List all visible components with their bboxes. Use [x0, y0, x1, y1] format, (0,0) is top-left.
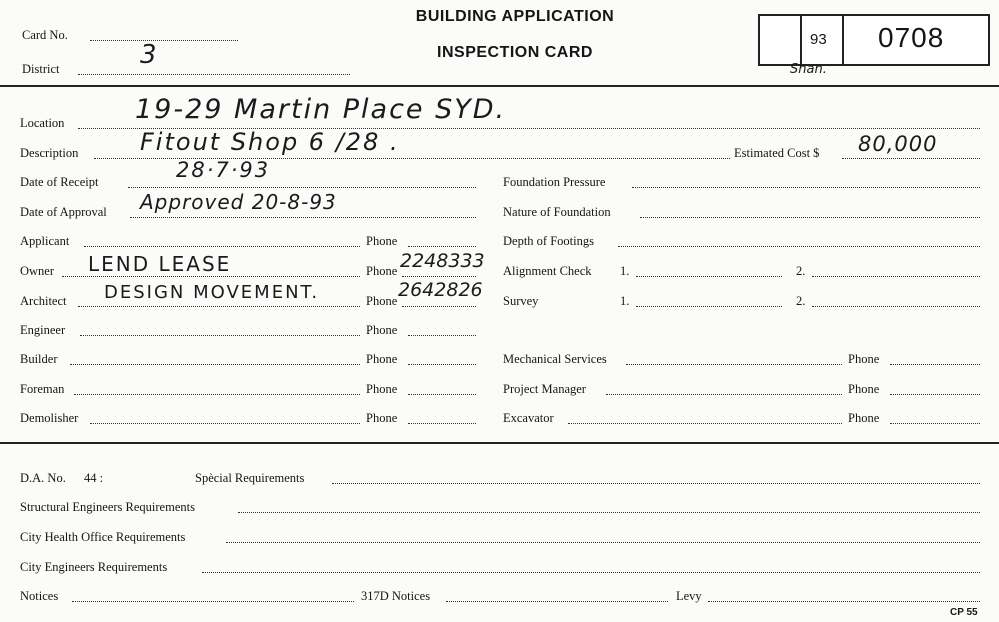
survey-label: Survey	[503, 294, 539, 308]
notices-line	[72, 601, 354, 602]
box-code: 93	[810, 31, 827, 48]
architect-line	[78, 306, 360, 307]
estimated-cost-line	[842, 158, 980, 159]
mechanical-services-phone-label: Phone	[848, 352, 880, 366]
applicant-phone-line	[408, 246, 476, 247]
builder-phone-line	[408, 364, 476, 365]
box-signature: Shan.	[790, 62, 827, 77]
foreman-phone-line	[408, 394, 476, 395]
notices-317d-line	[446, 601, 668, 602]
description-value: Fitout Shop 6 /28 .	[140, 128, 400, 156]
depth-of-footings-line	[618, 246, 980, 247]
owner-label: Owner	[20, 264, 55, 278]
architect-value: DESIGN MOVEMENT.	[104, 282, 320, 303]
top-rule	[0, 85, 999, 87]
project-manager-phone-line	[890, 394, 980, 395]
date-of-receipt-label: Date of Receipt	[20, 175, 99, 189]
foundation-pressure-line	[632, 187, 980, 188]
location-value: 19-29 Martin Place SYD.	[135, 94, 507, 125]
da-no-label: D.A. No.	[20, 471, 66, 485]
card-number-box	[758, 14, 990, 66]
levy-line	[708, 601, 980, 602]
engineer-line	[80, 335, 360, 336]
depth-of-footings-label: Depth of Footings	[503, 234, 594, 248]
foreman-phone-label: Phone	[366, 382, 398, 396]
alignment-check-line1	[636, 276, 782, 277]
project-manager-phone-label: Phone	[848, 382, 880, 396]
owner-phone-label: Phone	[366, 264, 398, 278]
project-manager-line	[606, 394, 842, 395]
notices-label: Notices	[20, 589, 59, 603]
alignment-check-n2: 2.	[796, 264, 806, 278]
title-line2: INSPECTION CARD	[437, 44, 593, 61]
description-label: Description	[20, 146, 79, 160]
engineer-label: Engineer	[20, 323, 66, 337]
excavator-label: Excavator	[503, 411, 554, 425]
structural-requirements-line	[238, 512, 980, 513]
owner-phone-line	[402, 276, 476, 277]
survey-line2	[812, 306, 980, 307]
builder-phone-label: Phone	[366, 352, 398, 366]
box-number: 0708	[878, 22, 945, 53]
project-manager-label: Project Manager	[503, 382, 586, 396]
district-label: District	[22, 62, 60, 76]
city-engineers-requirements-label: City Engineers Requirements	[20, 560, 168, 574]
title-line1: BUILDING APPLICATION	[415, 8, 615, 25]
excavator-phone-label: Phone	[848, 411, 880, 425]
special-requirements-label: Spècial Requirements	[195, 471, 305, 485]
excavator-phone-line	[890, 423, 980, 424]
owner-phone-value: 2248333	[400, 250, 485, 272]
district-line	[78, 74, 350, 75]
owner-value: LEND LEASE	[88, 252, 232, 276]
mechanical-services-line	[626, 364, 842, 365]
notices-317d-label: 317D Notices	[361, 589, 431, 603]
mechanical-services-label: Mechanical Services	[503, 352, 607, 366]
date-of-approval-label: Date of Approval	[20, 205, 107, 219]
alignment-check-label: Alignment Check	[503, 264, 592, 278]
date-of-receipt-line	[128, 187, 476, 188]
builder-line	[70, 364, 360, 365]
engineer-phone-label: Phone	[366, 323, 398, 337]
location-label: Location	[20, 116, 65, 130]
date-of-receipt-value: 28·7·93	[176, 158, 271, 182]
foreman-line	[74, 394, 360, 395]
card-no-line	[90, 40, 238, 41]
applicant-line	[84, 246, 360, 247]
date-of-approval-line	[130, 217, 476, 218]
foundation-pressure-label: Foundation Pressure	[503, 175, 606, 189]
applicant-label: Applicant	[20, 234, 70, 248]
architect-phone-label: Phone	[366, 294, 398, 308]
excavator-line	[568, 423, 842, 424]
applicant-phone-label: Phone	[366, 234, 398, 248]
demolisher-label: Demolisher	[20, 411, 79, 425]
form-code: CP 55	[950, 607, 978, 618]
alignment-check-line2	[812, 276, 980, 277]
da-no-value: 44 :	[84, 471, 104, 485]
special-requirements-line	[332, 483, 980, 484]
owner-line	[62, 276, 360, 277]
nature-of-foundation-line	[640, 217, 980, 218]
demolisher-phone-line	[408, 423, 476, 424]
card-no-label: Card No.	[22, 28, 68, 42]
survey-n2: 2.	[796, 294, 806, 308]
builder-label: Builder	[20, 352, 58, 366]
middle-rule	[0, 442, 999, 444]
demolisher-line	[90, 423, 360, 424]
nature-of-foundation-label: Nature of Foundation	[503, 205, 611, 219]
health-requirements-line	[226, 542, 980, 543]
architect-label: Architect	[20, 294, 67, 308]
date-of-approval-value: Approved 20-8-93	[140, 190, 337, 214]
demolisher-phone-label: Phone	[366, 411, 398, 425]
district-value: 3	[140, 40, 159, 70]
structural-requirements-label: Structural Engineers Requirements	[20, 500, 195, 514]
estimated-cost-value: 80,000	[858, 132, 938, 156]
foreman-label: Foreman	[20, 382, 65, 396]
health-requirements-label: City Health Office Requirements	[20, 530, 186, 544]
survey-line1	[636, 306, 782, 307]
city-engineers-requirements-line	[202, 572, 980, 573]
survey-n1: 1.	[620, 294, 630, 308]
alignment-check-n1: 1.	[620, 264, 630, 278]
levy-label: Levy	[676, 589, 702, 603]
estimated-cost-label: Estimated Cost $	[734, 146, 820, 160]
architect-phone-value: 2642826	[398, 279, 483, 301]
mechanical-services-phone-line	[890, 364, 980, 365]
engineer-phone-line	[408, 335, 476, 336]
architect-phone-line	[402, 306, 476, 307]
